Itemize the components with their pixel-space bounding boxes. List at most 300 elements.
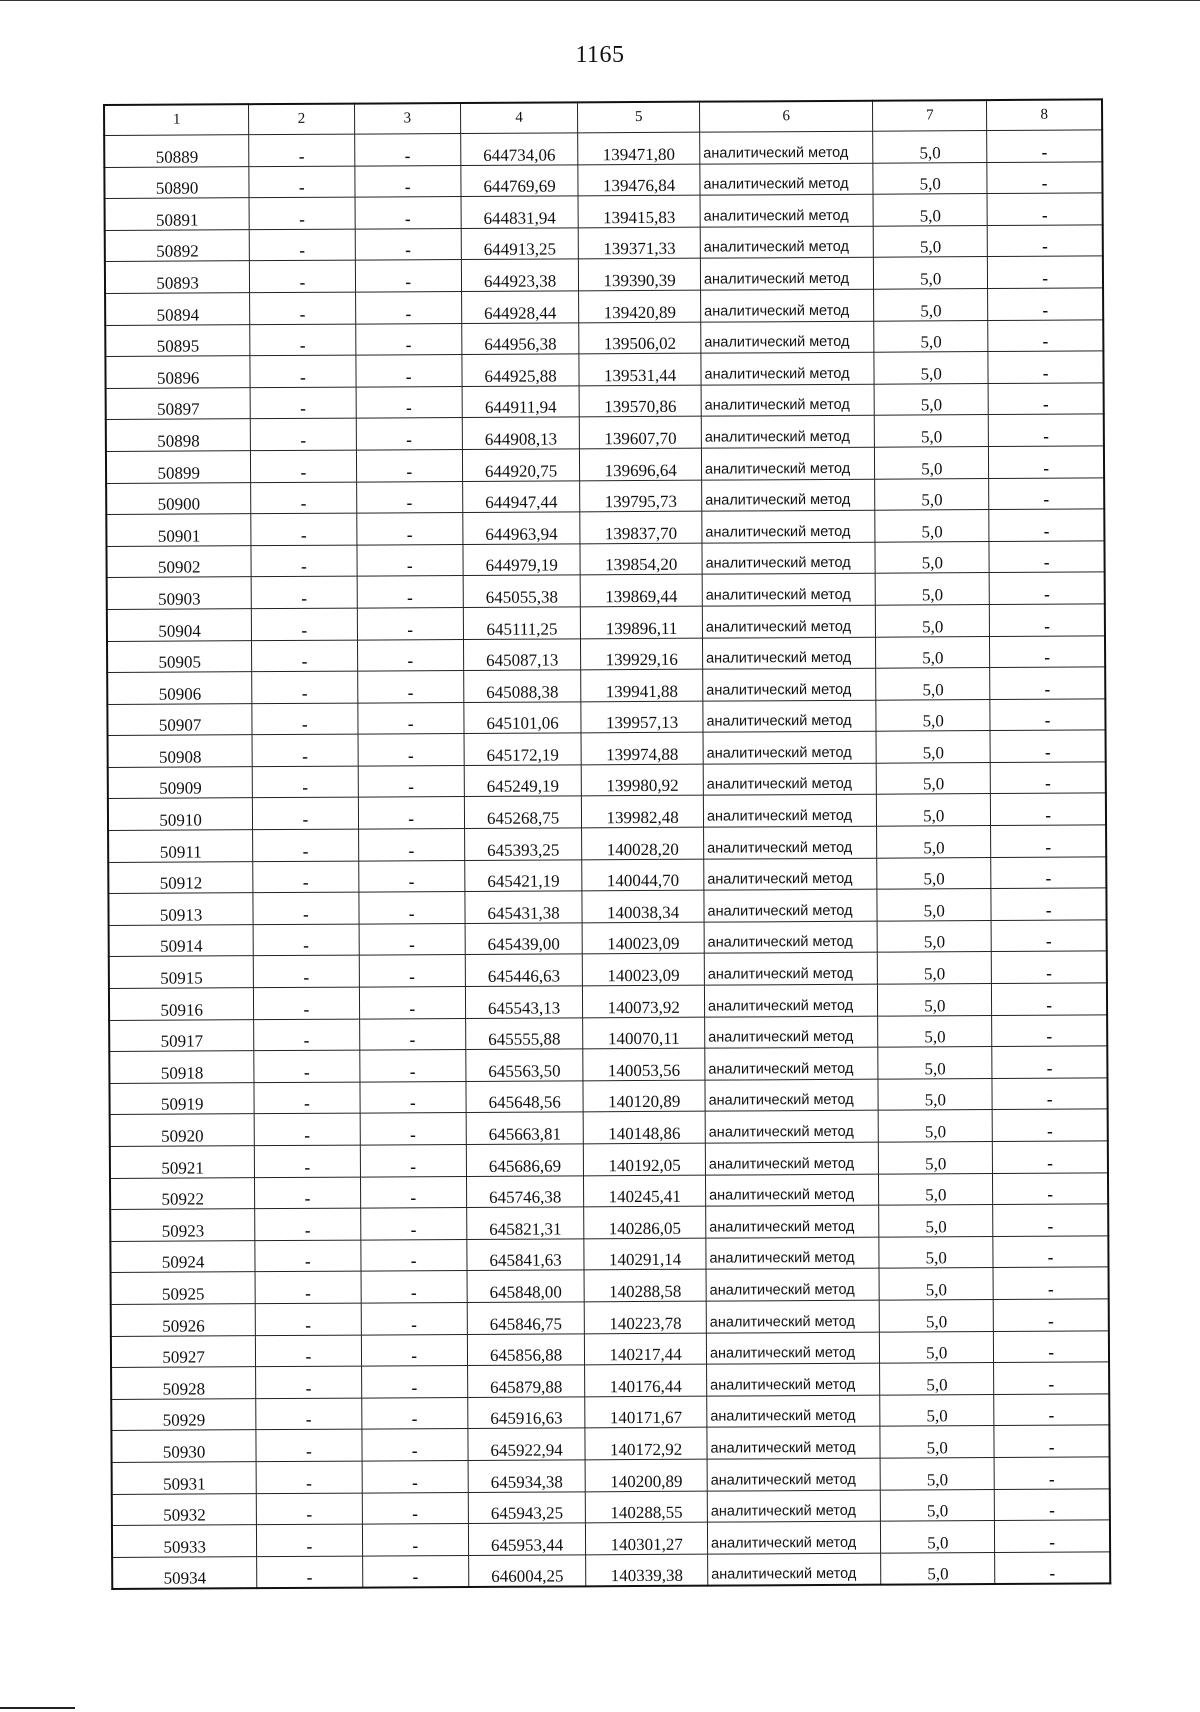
accuracy-cell: 5,0 [874,289,988,321]
x-coordinate-cell: 644913,25 [461,228,579,260]
x-coordinate-cell: 645922,94 [468,1428,586,1460]
accuracy-cell: 5,0 [879,1236,993,1268]
col3-cell: - [357,671,464,703]
point-number-cell: 50913 [108,893,253,925]
accuracy-cell: 5,0 [877,826,991,858]
method-cell: аналитический метод [703,763,876,796]
x-coordinate-cell: 644911,94 [462,386,580,418]
col3-cell: - [356,513,463,545]
col8-cell: - [989,509,1104,541]
point-number-cell: 50916 [109,988,254,1020]
method-cell: аналитический метод [702,605,875,638]
accuracy-cell: 5,0 [876,699,990,731]
x-coordinate-cell: 644963,94 [463,512,581,544]
col2-cell: - [254,1019,359,1051]
accuracy-cell: 5,0 [873,225,987,257]
accuracy-cell: 5,0 [880,1426,994,1458]
x-coordinate-cell: 644928,44 [461,291,579,323]
accuracy-cell: 5,0 [876,668,990,700]
col2-cell: - [249,166,354,198]
x-coordinate-cell: 645101,06 [464,702,582,734]
x-coordinate-cell: 645393,25 [464,828,582,860]
point-number-cell: 50918 [109,1051,254,1083]
col3-cell: - [361,1334,468,1366]
col2-cell: - [255,1240,360,1272]
accuracy-cell: 5,0 [881,1521,995,1553]
point-number-cell: 50899 [106,451,251,483]
point-number-cell: 50931 [112,1462,257,1494]
y-coordinate-cell: 140291,14 [584,1238,706,1270]
x-coordinate-cell: 645555,88 [466,1017,584,1049]
col8-cell: - [991,825,1106,857]
col8-cell: - [990,635,1105,667]
col8-cell: - [991,793,1106,825]
accuracy-cell: 5,0 [878,984,992,1016]
y-coordinate-cell: 140023,09 [583,954,705,986]
accuracy-cell: 5,0 [874,257,988,289]
method-cell: аналитический метод [703,795,876,828]
x-coordinate-cell: 646004,25 [469,1555,587,1588]
col2-cell: - [253,892,358,924]
x-coordinate-cell: 645087,13 [463,638,581,670]
accuracy-cell: 5,0 [874,352,988,384]
point-number-cell: 50932 [112,1493,257,1525]
y-coordinate-cell: 139980,92 [581,764,703,796]
method-cell: аналитический метод [701,447,874,480]
coordinates-table [103,98,1111,1590]
x-coordinate-cell: 645431,38 [465,891,583,923]
col3-cell: - [358,765,465,797]
accuracy-cell: 5,0 [879,1300,993,1332]
method-cell: аналитический метод [703,668,876,701]
col8-cell: - [994,1457,1109,1489]
x-coordinate-cell: 645841,63 [467,1239,585,1271]
col2-cell: - [250,387,355,419]
point-number-cell: 50901 [106,514,251,546]
point-number-cell: 50907 [107,703,252,735]
point-number-cell: 50905 [107,640,252,672]
accuracy-cell: 5,0 [876,636,990,668]
col2-cell: - [253,924,358,956]
point-number-cell: 50895 [105,324,250,356]
point-number-cell: 50896 [105,356,250,388]
y-coordinate-cell: 139390,39 [579,259,701,291]
accuracy-cell: 5,0 [875,573,989,605]
col3-cell: - [361,1397,468,1429]
point-number-cell: 50915 [109,956,254,988]
col3-cell: - [362,1555,469,1588]
y-coordinate-cell: 139869,44 [580,574,702,606]
method-cell: аналитический метод [701,416,874,449]
y-coordinate-cell: 140073,92 [583,985,705,1017]
x-coordinate-cell: 645848,00 [467,1270,585,1302]
col2-cell: - [256,1461,361,1493]
col3-cell: - [355,355,462,387]
y-coordinate-cell: 139982,48 [582,796,704,828]
col3-cell: - [358,860,465,892]
method-cell: аналитический метод [705,1111,878,1144]
col2-cell: - [253,829,358,861]
y-coordinate-cell: 140301,27 [586,1522,708,1554]
point-number-cell: 50925 [111,1272,256,1304]
x-coordinate-cell: 644923,38 [461,259,579,291]
point-number-cell: 50894 [105,293,250,325]
accuracy-cell: 5,0 [879,1173,993,1205]
col2-cell: - [250,355,355,387]
col3-cell: - [362,1460,469,1492]
col8-cell: - [995,1552,1110,1585]
col3-cell: - [358,892,465,924]
method-cell: аналитический метод [702,574,875,607]
col2-cell: - [255,1271,360,1303]
accuracy-cell: 5,0 [880,1331,994,1363]
method-cell: аналитический метод [704,826,877,859]
point-number-cell: 50929 [111,1398,256,1430]
method-cell: аналитический метод [707,1490,880,1523]
y-coordinate-cell: 140288,55 [586,1491,708,1523]
col8-cell: - [990,730,1105,762]
col2-cell: - [252,703,357,735]
x-coordinate-cell: 645439,00 [465,923,583,955]
col3-cell: - [362,1492,469,1524]
accuracy-cell: 5,0 [873,162,987,194]
col2-cell: - [256,1366,361,1398]
x-coordinate-cell: 644947,44 [463,480,581,512]
col8-cell: - [992,1046,1107,1078]
col8-cell: - [990,667,1105,699]
col3-cell: - [361,1366,468,1398]
point-number-cell: 50890 [104,166,249,198]
y-coordinate-cell: 139415,83 [578,195,700,227]
y-coordinate-cell: 140217,44 [585,1333,707,1365]
column-header: 6 [699,101,872,132]
x-coordinate-cell: 644769,69 [461,164,579,196]
col2-cell: - [255,1303,360,1335]
col8-cell: - [994,1394,1109,1426]
x-coordinate-cell: 645663,81 [466,1112,584,1144]
col8-cell: - [993,1204,1108,1236]
col8-cell: - [993,1236,1108,1268]
method-cell: аналитический метод [701,384,874,417]
x-coordinate-cell: 644831,94 [461,196,579,228]
x-coordinate-cell: 645172,19 [464,733,582,765]
x-coordinate-cell: 645821,31 [467,1207,585,1239]
col8-cell: - [994,1362,1109,1394]
col3-cell: - [359,1081,466,1113]
col3-cell: - [358,797,465,829]
y-coordinate-cell: 140286,05 [584,1206,706,1238]
x-coordinate-cell: 645088,38 [464,670,582,702]
method-cell: аналитический метод [704,889,877,922]
column-header: 3 [354,103,461,134]
x-coordinate-cell: 644979,19 [463,544,581,576]
col8-cell: - [993,1267,1108,1299]
col3-cell: - [356,386,463,418]
accuracy-cell: 5,0 [876,731,990,763]
col3-cell: - [356,418,463,450]
col3-cell: - [359,955,466,987]
col8-cell: - [995,1488,1110,1520]
method-cell: аналитический метод [708,1553,881,1586]
col8-cell: - [989,446,1104,478]
col3-cell: - [361,1429,468,1461]
col2-cell: - [257,1493,362,1525]
accuracy-cell: 5,0 [879,1268,993,1300]
col8-cell: - [990,604,1105,636]
point-number-cell: 50897 [106,387,251,419]
point-number-cell: 50919 [109,1082,254,1114]
col3-cell: - [358,734,465,766]
point-number-cell: 50906 [107,672,252,704]
col8-cell: - [988,351,1103,383]
col8-cell: - [992,1078,1107,1110]
col2-cell: - [254,1113,359,1145]
y-coordinate-cell: 139854,20 [580,543,702,575]
x-coordinate-cell: 645934,38 [468,1460,586,1492]
col8-cell: - [993,1172,1108,1204]
y-coordinate-cell: 140023,09 [582,922,704,954]
col8-cell: - [992,1015,1107,1047]
method-cell: аналитический метод [706,1300,879,1333]
x-coordinate-cell: 645446,63 [465,954,583,986]
point-number-cell: 50892 [105,229,250,261]
col8-cell: - [987,130,1102,162]
method-cell: аналитический метод [707,1521,880,1554]
col3-cell: - [356,449,463,481]
accuracy-cell: 5,0 [874,320,988,352]
method-cell: аналитический метод [703,731,876,764]
col3-cell: - [354,165,461,197]
coordinates-table-container [103,98,1111,1590]
col3-cell: - [360,1208,467,1240]
y-coordinate-cell: 140171,67 [585,1396,707,1428]
accuracy-cell: 5,0 [877,952,991,984]
col8-cell: - [992,983,1107,1015]
y-coordinate-cell: 139795,73 [580,480,702,512]
col2-cell: - [251,576,356,608]
point-number-cell: 50891 [105,198,250,230]
col2-cell: - [254,1082,359,1114]
column-header: 5 [578,102,700,133]
method-cell: аналитический метод [707,1458,880,1491]
col8-cell: - [988,319,1103,351]
y-coordinate-cell: 140192,05 [584,1143,706,1175]
method-cell: аналитический метод [706,1332,879,1365]
col2-cell: - [250,292,355,324]
col2-cell: - [252,608,357,640]
method-cell: аналитический метод [702,510,875,543]
x-coordinate-cell: 644734,06 [461,133,579,165]
method-cell: аналитический метод [705,1079,878,1112]
method-cell: аналитический метод [705,1174,878,1207]
method-cell: аналитический метод [701,321,874,354]
col2-cell: - [256,1429,361,1461]
y-coordinate-cell: 139371,33 [578,227,700,259]
accuracy-cell: 5,0 [881,1552,995,1585]
point-number-cell: 50922 [110,1177,255,1209]
col8-cell: - [994,1330,1109,1362]
method-cell: аналитический метод [702,542,875,575]
method-cell: аналитический метод [702,637,875,670]
col8-cell: - [988,256,1103,288]
col3-cell: - [355,197,462,229]
accuracy-cell: 5,0 [878,1110,992,1142]
col2-cell: - [254,1050,359,1082]
col3-cell: - [361,1271,468,1303]
point-number-cell: 50904 [107,609,252,641]
point-number-cell: 50920 [110,1114,255,1146]
point-number-cell: 50910 [108,798,253,830]
y-coordinate-cell: 139896,11 [581,606,703,638]
col3-cell: - [357,639,464,671]
accuracy-cell: 5,0 [874,415,988,447]
y-coordinate-cell: 139941,88 [581,669,703,701]
y-coordinate-cell: 139696,64 [580,448,702,480]
point-number-cell: 50923 [110,1209,255,1241]
table-body [104,130,1110,1589]
method-cell: аналитический метод [701,289,874,322]
x-coordinate-cell: 645953,44 [468,1523,586,1555]
x-coordinate-cell: 645268,75 [464,796,582,828]
method-cell: аналитический метод [702,479,875,512]
x-coordinate-cell: 645249,19 [464,765,582,797]
accuracy-cell: 5,0 [877,920,991,952]
method-cell: аналитический метод [705,1047,878,1080]
col2-cell: - [256,1398,361,1430]
col2-cell: - [254,956,359,988]
method-cell: аналитический метод [704,953,877,986]
y-coordinate-cell: 140176,44 [585,1364,707,1396]
col2-cell: - [249,197,354,229]
accuracy-cell: 5,0 [880,1394,994,1426]
method-cell: аналитический метод [706,1269,879,1302]
point-number-cell: 50902 [106,545,251,577]
y-coordinate-cell: 139471,80 [578,132,700,164]
col2-cell: - [250,260,355,292]
x-coordinate-cell: 645856,88 [467,1333,585,1365]
col2-cell: - [257,1524,362,1556]
y-coordinate-cell: 140028,20 [582,827,704,859]
col8-cell: - [991,920,1106,952]
col3-cell: - [360,1113,467,1145]
col8-cell: - [989,414,1104,446]
y-coordinate-cell: 140339,38 [586,1554,708,1587]
y-coordinate-cell: 140200,89 [585,1459,707,1491]
point-number-cell: 50934 [112,1556,257,1589]
accuracy-cell: 5,0 [879,1205,993,1237]
column-header: 2 [249,104,354,135]
column-header: 8 [987,99,1102,130]
accuracy-cell: 5,0 [877,889,991,921]
col3-cell: - [356,544,463,576]
point-number-cell: 50917 [109,1019,254,1051]
column-header: 4 [460,102,578,133]
col2-cell: - [254,987,359,1019]
y-coordinate-cell: 140148,86 [583,1112,705,1144]
y-coordinate-cell: 139506,02 [579,322,701,354]
y-coordinate-cell: 140172,92 [585,1427,707,1459]
col8-cell: - [992,1109,1107,1141]
col8-cell: - [987,225,1102,257]
point-number-cell: 50893 [105,261,250,293]
y-coordinate-cell: 140245,41 [584,1175,706,1207]
method-cell: аналитический метод [707,1427,880,1460]
method-cell: аналитический метод [700,163,873,196]
y-coordinate-cell: 140288,58 [584,1270,706,1302]
col3-cell: - [362,1524,469,1556]
point-number-cell: 50924 [110,1240,255,1272]
method-cell: аналитический метод [706,1205,879,1238]
point-number-cell: 50930 [111,1430,256,1462]
point-number-cell: 50909 [108,767,253,799]
table-row [112,1552,1110,1590]
accuracy-cell: 5,0 [878,1015,992,1047]
col2-cell: - [256,1335,361,1367]
y-coordinate-cell: 139476,84 [578,164,700,196]
col2-cell: - [255,1145,360,1177]
col3-cell: - [355,291,462,323]
col8-cell: - [989,541,1104,573]
method-cell: аналитический метод [703,700,876,733]
method-cell: аналитический метод [705,1016,878,1049]
y-coordinate-cell: 140120,89 [583,1080,705,1112]
col2-cell: - [251,513,356,545]
page-bottom-mark [0,1707,75,1709]
x-coordinate-cell: 645563,50 [466,1049,584,1081]
point-number-cell: 50933 [112,1525,257,1557]
col3-cell: - [359,987,466,1019]
point-number-cell: 50898 [106,419,251,451]
accuracy-cell: 5,0 [879,1142,993,1174]
col3-cell: - [359,1018,466,1050]
col8-cell: - [988,383,1103,415]
page-top-edge [0,0,1200,1]
x-coordinate-cell: 645879,88 [467,1365,585,1397]
col8-cell: - [987,162,1102,194]
method-cell: аналитический метод [700,258,873,291]
x-coordinate-cell: 644920,75 [462,449,580,481]
col8-cell: - [987,193,1102,225]
accuracy-cell: 5,0 [875,510,989,542]
point-number-cell: 50908 [108,735,253,767]
y-coordinate-cell: 139570,86 [579,385,701,417]
col2-cell: - [251,450,356,482]
y-coordinate-cell: 139929,16 [581,638,703,670]
accuracy-cell: 5,0 [877,794,991,826]
col2-cell: - [252,766,357,798]
col3-cell: - [355,228,462,260]
col8-cell: - [995,1520,1110,1552]
y-coordinate-cell: 139974,88 [581,732,703,764]
y-coordinate-cell: 139420,89 [579,290,701,322]
y-coordinate-cell: 140044,70 [582,859,704,891]
accuracy-cell: 5,0 [875,541,989,573]
method-cell: аналитический метод [706,1237,879,1270]
accuracy-cell: 5,0 [873,194,987,226]
col8-cell: - [992,951,1107,983]
col3-cell: - [359,923,466,955]
x-coordinate-cell: 645111,25 [463,607,581,639]
method-cell: аналитический метод [700,194,873,227]
col2-cell: - [250,324,355,356]
point-number-cell: 50927 [111,1335,256,1367]
accuracy-cell: 5,0 [878,1047,992,1079]
accuracy-cell: 5,0 [878,1078,992,1110]
x-coordinate-cell: 645846,75 [467,1302,585,1334]
col2-cell: - [255,1177,360,1209]
accuracy-cell: 5,0 [875,446,989,478]
col2-cell: - [249,229,354,261]
